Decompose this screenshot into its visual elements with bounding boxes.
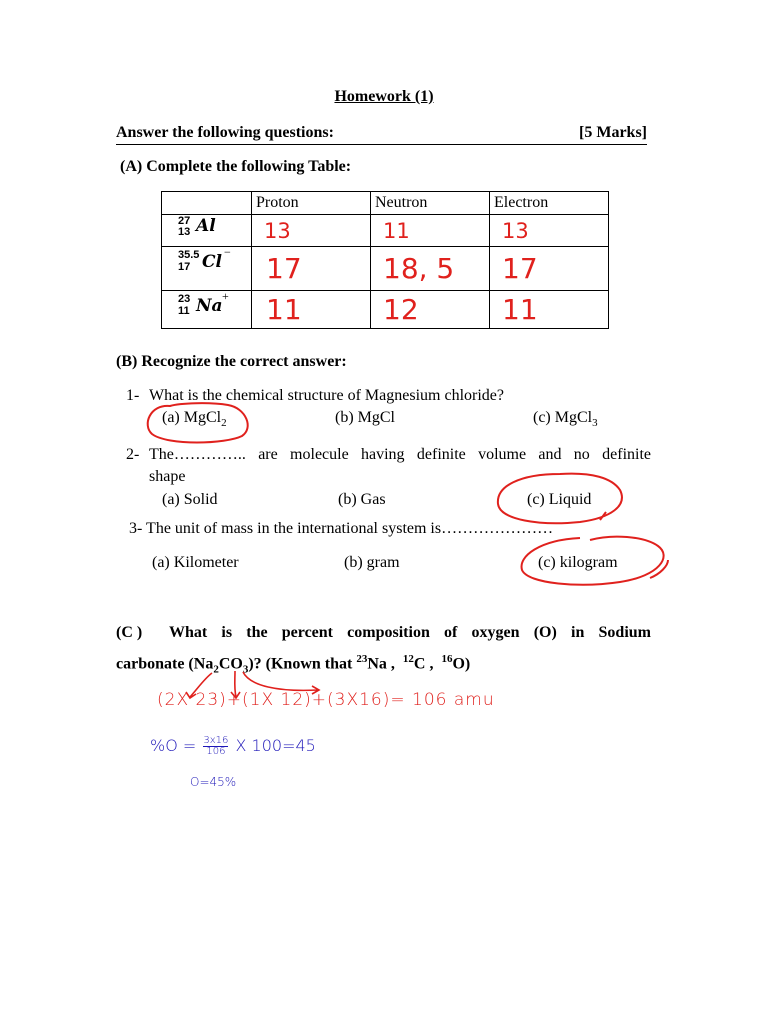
q2-option-b: (b) Gas — [338, 491, 386, 508]
handwritten-result: O=45% — [190, 775, 237, 789]
answer-neutron: 12 — [371, 291, 490, 329]
handwritten-percent: %O = $\frac{3x16}{106}$ X 100=45 — [150, 735, 316, 757]
q1-text: What is the chemical structure of Magnesium chloride? — [149, 387, 504, 404]
q2-text-continued: shape — [149, 468, 186, 485]
q2-text: The………….. are molecule having definite volume and no definite — [149, 446, 651, 463]
q2-number: 2- — [126, 446, 140, 463]
page-title: Homework (1) — [334, 88, 434, 105]
section-c-line2: carbonate $(Na_2CO_3)$? (Known that $^{23}$Na , $^{12}$C , $^{16}$O) — [116, 653, 471, 676]
marks-label: [5 Marks] — [579, 124, 647, 141]
handwritten-molar-mass: (2X 23)+(1X 12)+(3X16)= 106 amu — [157, 690, 495, 710]
section-c-label: (C ) — [116, 624, 143, 641]
q3-option-c: (c) kilogram — [538, 554, 618, 571]
q1-option-a: (a) MgCl$_2$ — [162, 409, 227, 430]
answer-electron: 13 — [490, 215, 609, 247]
answer-proton: 11 — [252, 291, 371, 329]
instruction-line — [116, 124, 647, 145]
q2-option-c: (c) Liquid — [527, 491, 592, 508]
table-row — [162, 215, 609, 247]
q3-option-a: (a) Kilometer — [152, 554, 239, 571]
q3-text: 3- The unit of mass in the international system is………………… — [129, 520, 554, 537]
section-c-line1: What is the percent composition of oxygen (O) in Sodium — [169, 624, 651, 641]
table-corner-cell — [162, 192, 252, 215]
answer-neutron: 18, 5 — [371, 247, 490, 291]
column-header-proton: Proton — [252, 192, 371, 215]
section-a-heading: (A) Complete the following Table: — [120, 158, 352, 175]
section-b-heading: (B) Recognize the correct answer: — [116, 353, 347, 370]
q1-option-c: (c) MgCl$_3$ — [533, 409, 598, 430]
q2-option-a: (a) Solid — [162, 491, 218, 508]
isotope-cell: 27 13 Al — [162, 215, 252, 247]
isotope-cell: 35.5 17 Cl − — [162, 247, 252, 291]
answer-electron: 11 — [490, 291, 609, 329]
isotope-cell: 23 11 Na + — [162, 291, 252, 329]
instruction-text: Answer the following questions: — [116, 124, 334, 141]
answer-electron: 17 — [490, 247, 609, 291]
answer-neutron: 11 — [371, 215, 490, 247]
answer-proton: 17 — [252, 247, 371, 291]
atoms-table — [161, 191, 609, 329]
answer-proton: 13 — [252, 215, 371, 247]
q3-option-b: (b) gram — [344, 554, 400, 571]
table-row — [162, 247, 609, 291]
q1-option-b: (b) MgCl — [335, 409, 395, 426]
column-header-neutron: Neutron — [371, 192, 490, 215]
q1-number: 1- — [126, 387, 140, 404]
table-row — [162, 291, 609, 329]
column-header-electron: Electron — [490, 192, 609, 215]
